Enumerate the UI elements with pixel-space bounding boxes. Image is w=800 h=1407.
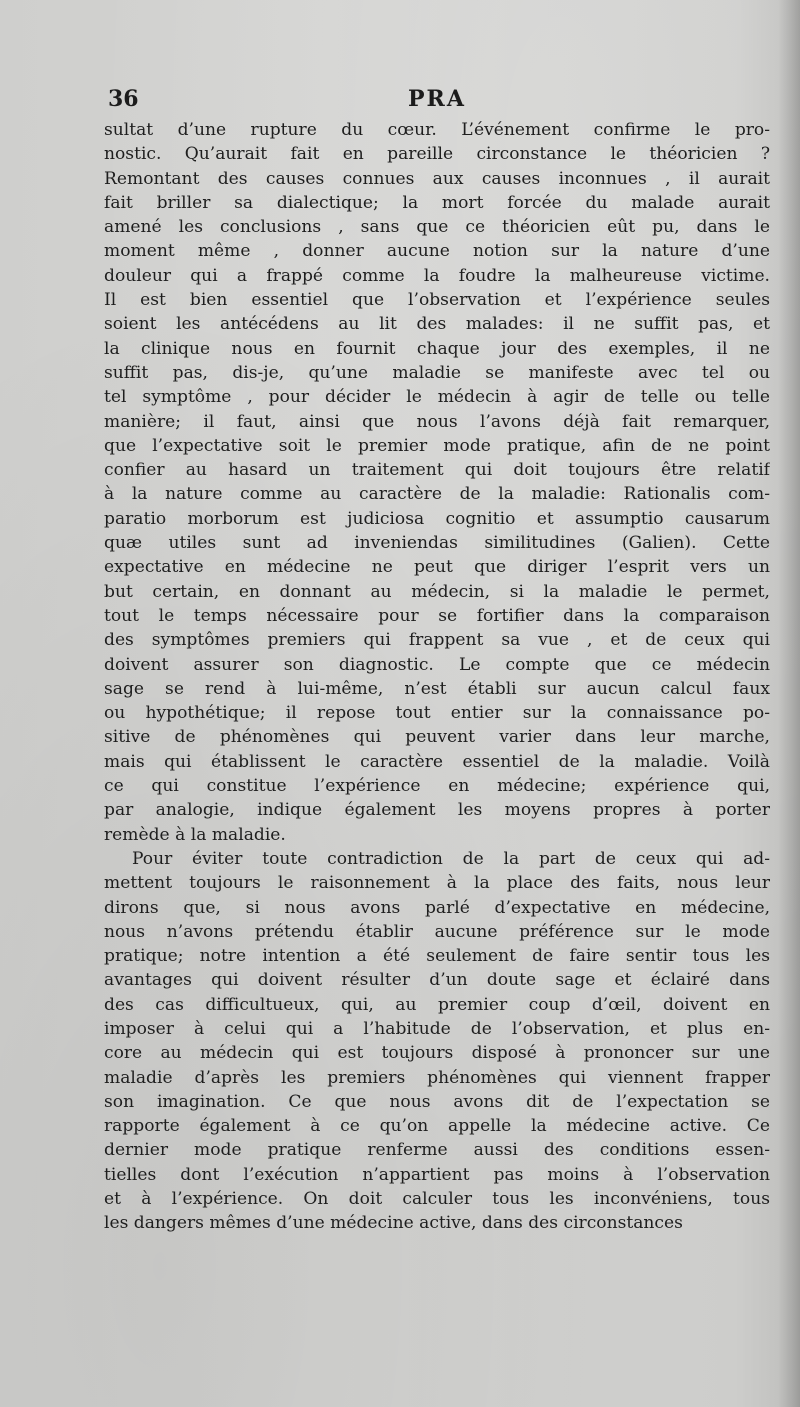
- text-line: Pour éviter toute contradiction de la part de ceux qui ad-: [132, 848, 770, 869]
- text-line: remède à la maladie.: [104, 824, 286, 845]
- text-line: tout le temps nécessaire pour se fortifier dans la comparaison: [104, 605, 770, 626]
- text-line: dirons que, si nous avons parlé d’expectative en médecine,: [104, 897, 770, 918]
- page-edge-shadow: [778, 0, 800, 1407]
- text-line: amené les conclusions , sans que ce théoricien eût pu, dans le: [104, 217, 770, 238]
- text-line: imposer à celui qui a l’habitude de l’observation, et plus en-: [104, 1018, 770, 1039]
- text-line: sultat d’une rupture du cœur. L’événement confirme le pro-: [104, 120, 770, 140]
- text-line: à la nature comme au caractère de la maladie: Rationalis com-: [104, 484, 770, 505]
- text-line: son imagination. Ce que nous avons dit de l’expectation se: [104, 1091, 770, 1112]
- text-line: ce qui constitue l’expérience en médecine; expérience qui,: [104, 776, 770, 797]
- text-line: Il est bien essentiel que l’observation et l’expérience seules: [104, 290, 770, 311]
- running-head: PRA: [408, 86, 466, 112]
- text-line: confier au hasard un traitement qui doit toujours être relatif: [104, 460, 770, 481]
- text-line: et à l’expérience. On doit calculer tous les inconvéniens, tous: [104, 1189, 770, 1210]
- text-line: par analogie, indique également les moyens propres à porter: [104, 800, 770, 821]
- body-text: [104, 118, 770, 1236]
- text-line: sage se rend à lui-même, n’est établi sur aucun calcul faux: [104, 678, 770, 699]
- text-line: avantages qui doivent résulter d’un doute sage et éclairé dans: [104, 970, 770, 991]
- text-line: ou hypothétique; il repose tout entier sur la connaissance po-: [104, 703, 770, 724]
- text-line: soient les antécédens au lit des malades: il ne suffit pas, et: [104, 314, 770, 335]
- text-line: expectative en médecine ne peut que diriger l’esprit vers un: [104, 557, 770, 578]
- text-line: douleur qui a frappé comme la foudre la malheureuse victime.: [104, 265, 770, 286]
- text-line: nous n’avons prétendu établir aucune préférence sur le mode: [104, 921, 770, 942]
- text-line: dernier mode pratique renferme aussi des conditions essen-: [104, 1140, 770, 1161]
- text-line: quæ utiles sunt ad inveniendas similitudines (Galien). Cette: [104, 533, 770, 554]
- text-line: core au médecin qui est toujours disposé à prononcer sur une: [104, 1043, 770, 1064]
- paragraph: [104, 847, 770, 1236]
- text-line: mettent toujours le raisonnement à la place des faits, nous leur: [104, 873, 770, 894]
- paragraph: [104, 118, 770, 847]
- text-line: que l’expectative soit le premier mode pratique, afin de ne point: [104, 435, 770, 456]
- text-line: Remontant des causes connues aux causes inconnues , il aurait: [104, 168, 770, 189]
- text-line: rapporte également à ce qu’on appelle la médecine active. Ce: [104, 1116, 770, 1137]
- text-line: nostic. Qu’aurait fait en pareille circonstance le théoricien ?: [104, 144, 770, 165]
- text-line: suffit pas, dis-je, qu’une maladie se manifeste avec tel ou: [104, 362, 770, 383]
- text-line: sitive de phénomènes qui peuvent varier dans leur marche,: [104, 727, 770, 748]
- text-line: fait briller sa dialectique; la mort forcée du malade aurait: [104, 192, 770, 213]
- text-line: tielles dont l’exécution n’appartient pas moins à l’observation: [104, 1164, 770, 1185]
- text-line: la clinique nous en fournit chaque jour des exemples, il ne: [104, 338, 770, 359]
- text-line: tel symptôme , pour décider le médecin à agir de telle ou telle: [104, 387, 770, 408]
- text-line: des symptômes premiers qui frappent sa vue , et de ceux qui: [104, 630, 770, 651]
- text-line: manière; il faut, ainsi que nous l’avons déjà fait remarquer,: [104, 411, 770, 432]
- text-line: doivent assurer son diagnostic. Le compte que ce médecin: [104, 654, 770, 675]
- text-line: des cas difficultueux, qui, au premier coup d’œil, doivent en: [104, 994, 770, 1015]
- text-line: les dangers mêmes d’une médecine active, dans des circonstances: [104, 1213, 683, 1234]
- text-line: paratio morborum est judiciosa cognitio et assumptio causarum: [104, 508, 770, 529]
- text-line: mais qui établissent le caractère essentiel de la maladie. Voilà: [104, 751, 770, 772]
- page-header: [108, 86, 768, 116]
- text-line: moment même , donner aucune notion sur la nature d’une: [104, 241, 770, 262]
- page-number: 36: [108, 86, 139, 112]
- text-line: maladie d’après les premiers phénomènes qui viennent frapper: [104, 1067, 770, 1088]
- text-line: but certain, en donnant au médecin, si la maladie le permet,: [104, 581, 770, 602]
- text-line: pratique; notre intention a été seulement de faire sentir tous les: [104, 946, 770, 967]
